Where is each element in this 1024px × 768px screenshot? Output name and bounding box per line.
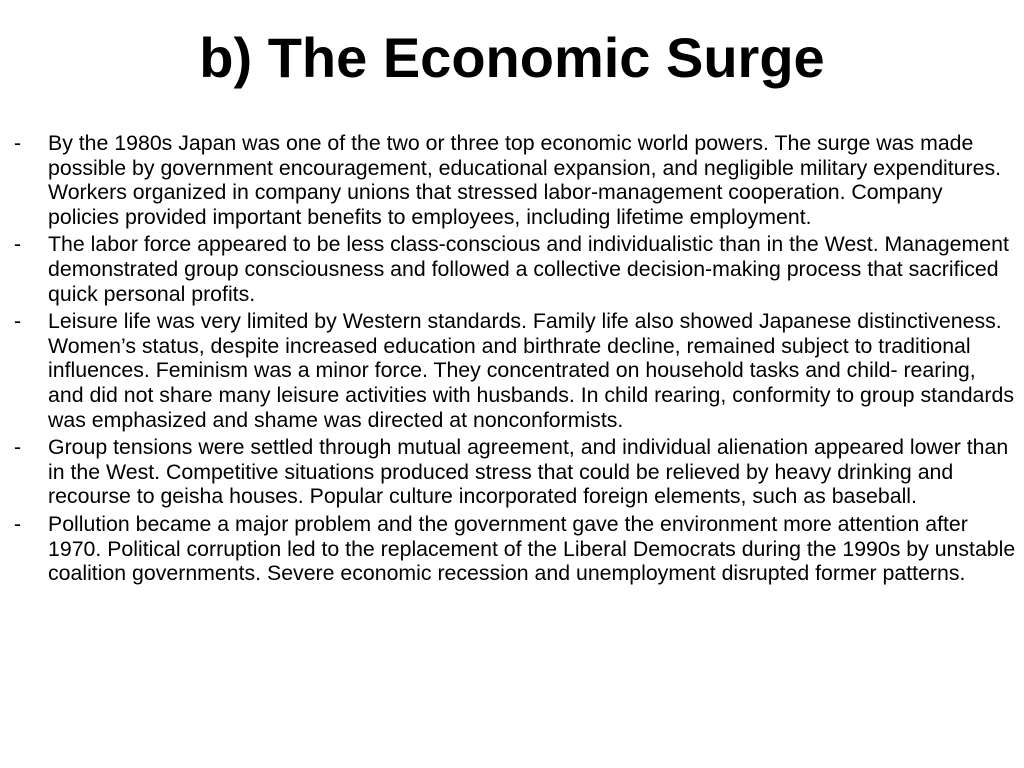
bullet-dash: - (14, 131, 22, 155)
bullet-item (14, 435, 1016, 509)
bullet-dash: - (14, 232, 22, 257)
bullet-text: By the 1980s Japan was one of the two or three top economic world powers. The surge was made possible by government encouragement, educational expansion, and negligible military expenditures. Workers organized in company unions that stressed labor-management cooperation. Company policies provided important benefits to employees, including lifetime employment. (48, 131, 1002, 229)
bullet-dash: - (14, 435, 22, 460)
bullet-item (14, 309, 1016, 432)
bullet-item (14, 512, 1016, 586)
bullet-text: Pollution became a major problem and the government gave the environment more attention after 1970. Political corruption led to the replacement of the Liberal Democrats during the 1990s by unstable coalition governments. Severe economic recession and unemployment disrupted former patterns. (48, 511, 1016, 586)
slide-title: b) The Economic Surge (199, 26, 825, 89)
bullet-item (14, 131, 1016, 229)
bullet-text: The labor force appeared to be less class-conscious and individualistic than in the West. Management demonstrated group consciousness and followed a collective decision-making process that sacrificed quick personal profits. (48, 232, 1009, 306)
bullet-dash: - (14, 511, 22, 536)
bullet-text: Leisure life was very limited by Western standards. Family life also showed Japanese distinctiveness. Women’s status, despite increased education and birthrate decline, remained subject to traditional influences. Feminism was a minor force. They concentrated on household tasks and child- rearing, and did not share many leisure activities with husbands. In child rearing, conformity to group standards was emphasized and shame was directed at nonconformists. (48, 309, 1014, 432)
bullet-text: Group tensions were settled through mutual agreement, and individual alienation appeared lower than in the West. Competitive situations produced stress that could be relieved by heavy drinking and recourse to geisha houses. Popular culture incorporated foreign elements, such as baseball. (48, 435, 1009, 509)
bullet-list (14, 131, 1016, 589)
bullet-dash: - (14, 309, 22, 334)
bullet-item (14, 232, 1016, 306)
